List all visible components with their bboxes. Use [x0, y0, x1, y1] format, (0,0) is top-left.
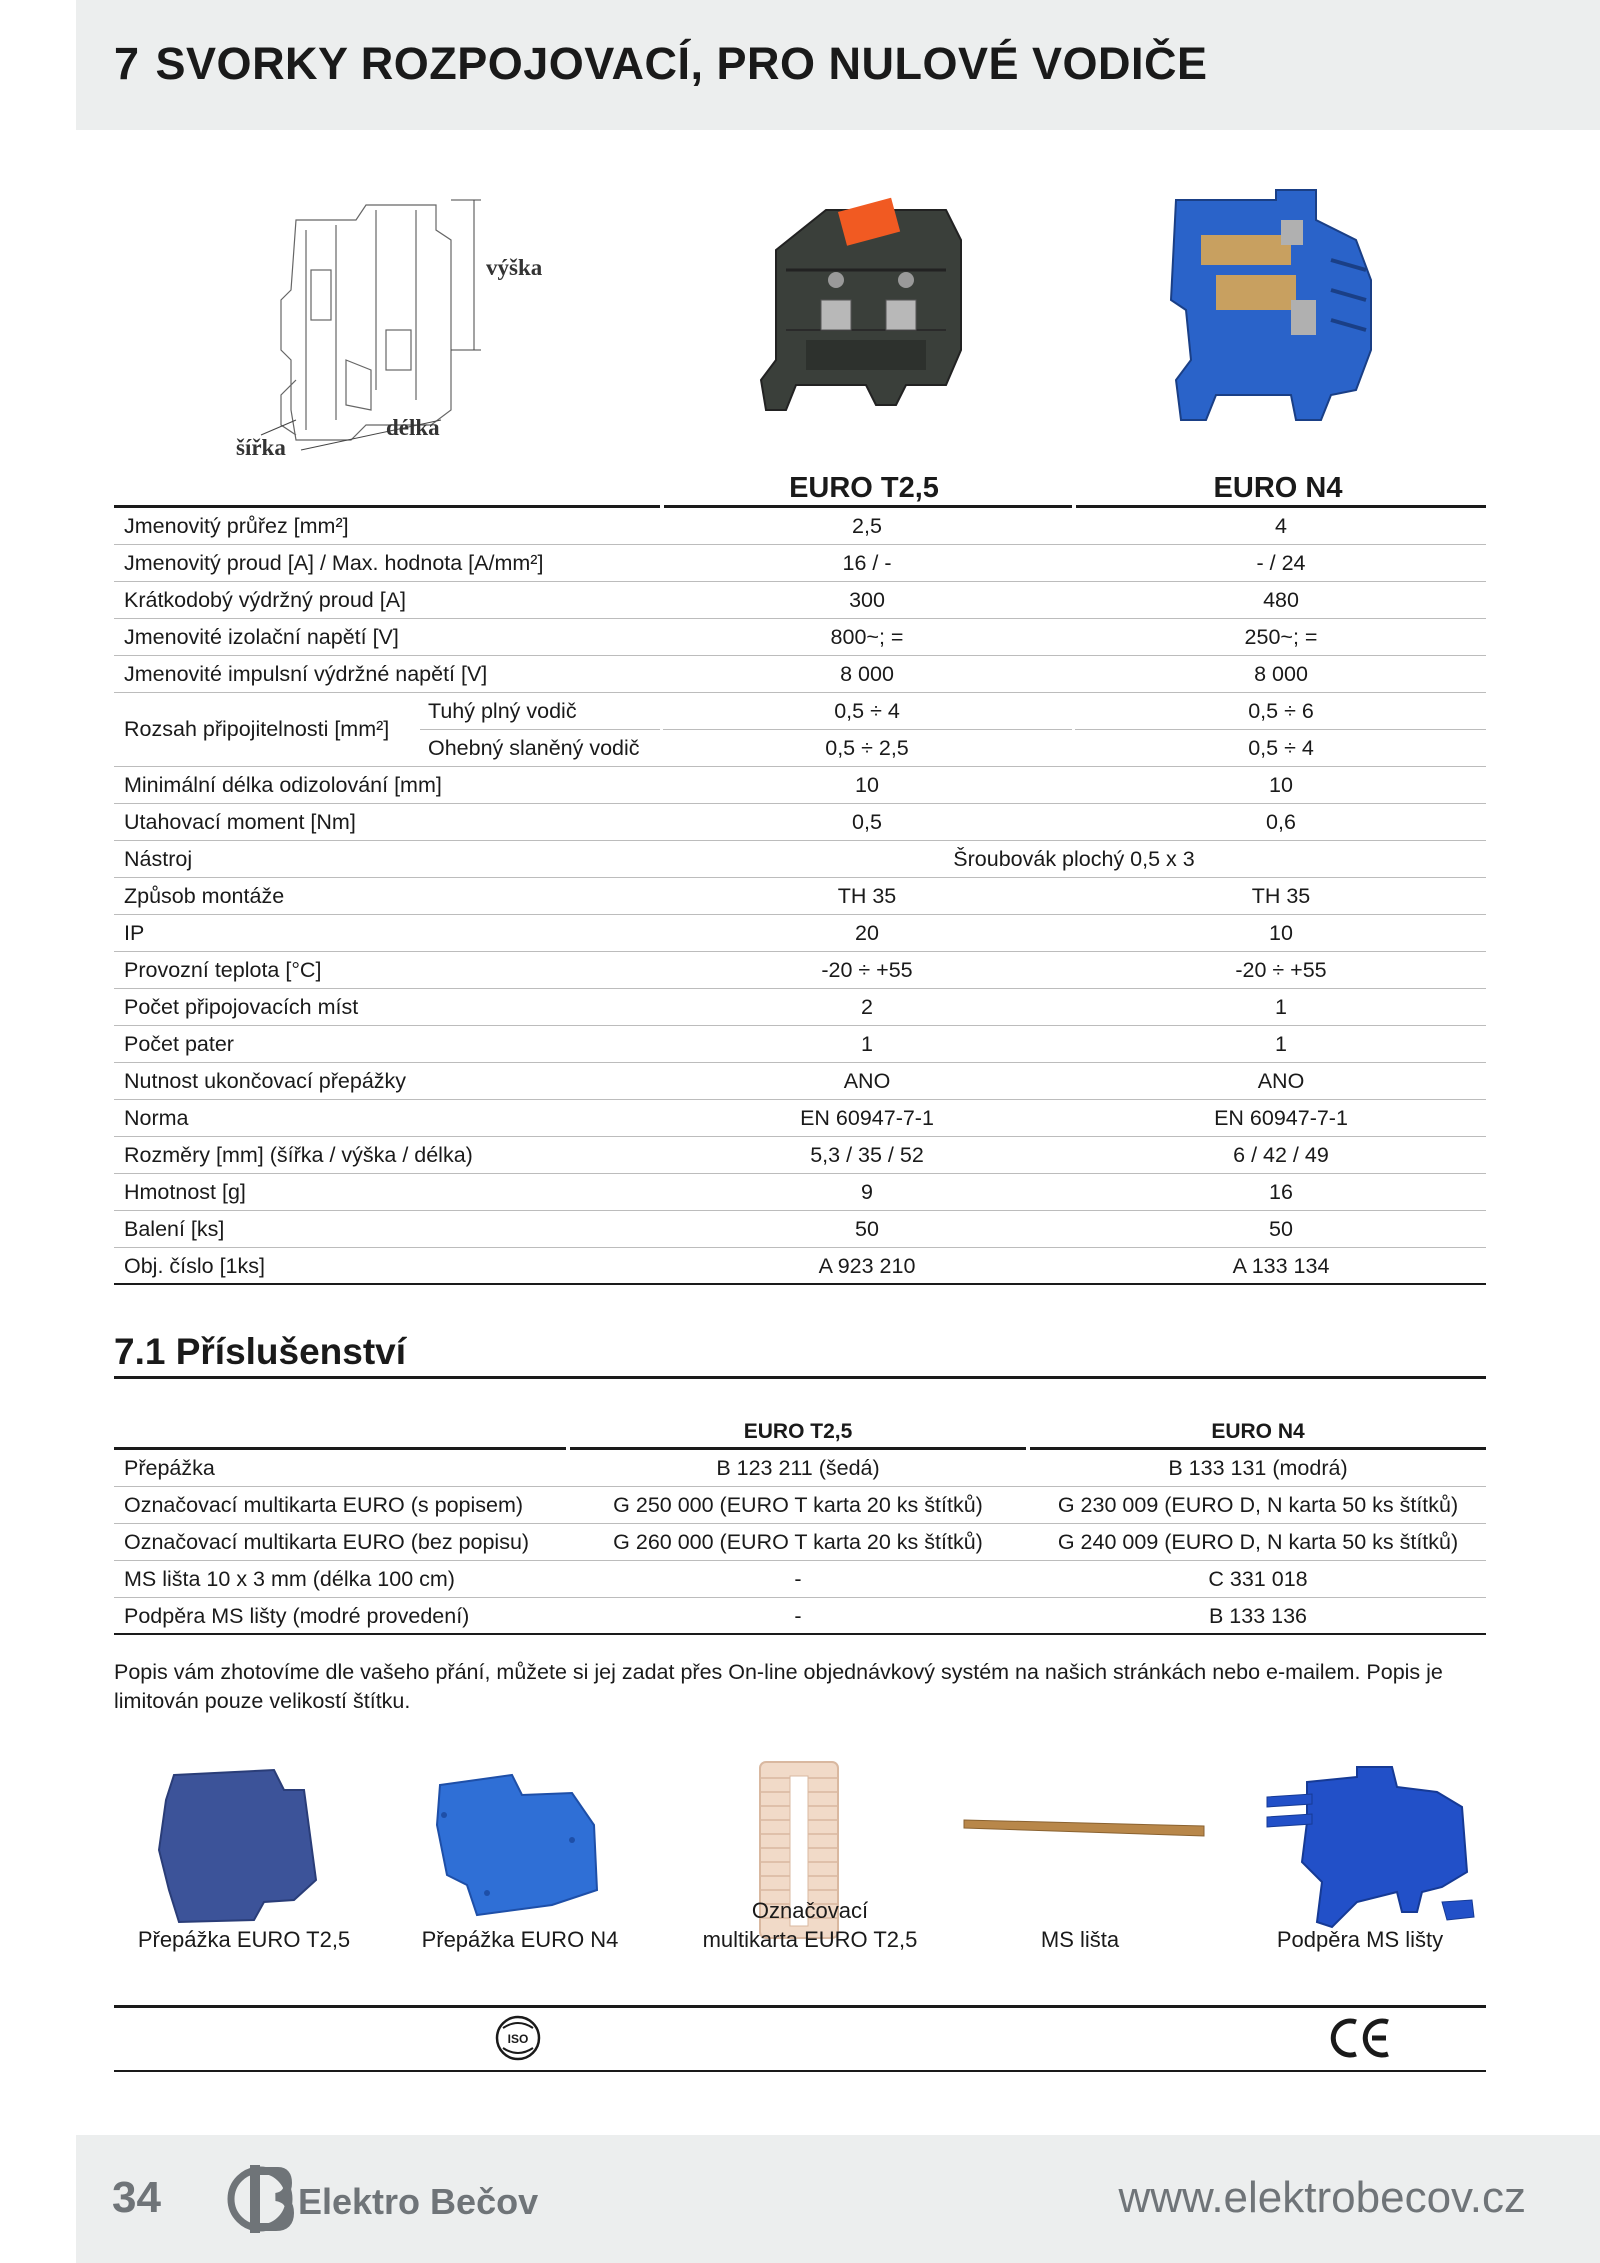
sub-row-values: [776, 730, 1486, 767]
value-n4: 8 000: [1254, 662, 1308, 686]
row-label: Nutnost ukončovací přepážky: [124, 1069, 407, 1093]
value-t25: 2,5: [852, 514, 882, 538]
caption-partition-n4: Přepážka EURO N4: [421, 1927, 619, 1952]
cert-rule-top: [114, 2005, 1486, 2008]
value-n4: 1: [1275, 995, 1287, 1019]
table-row: [114, 878, 1486, 915]
table-row: [114, 1248, 1486, 1285]
value-t25: 50: [855, 1217, 879, 1241]
row-label: Hmotnost [g]: [124, 1180, 246, 1204]
chapter-title: SVORKY ROZPOJOVACÍ, PRO NULOVÉ VODIČE: [155, 38, 1208, 89]
cert-rule-bottom: [114, 2070, 1486, 2072]
value-t25: 0,5: [852, 810, 882, 834]
website-link[interactable]: www.elektrobecov.cz: [1118, 2173, 1526, 2222]
page-title: [114, 38, 1208, 90]
table-row: [114, 989, 1486, 1026]
dimension-diagram: [236, 180, 656, 460]
table-row: [114, 508, 1486, 545]
value-t25: 20: [855, 921, 879, 945]
value-n4: 10: [1269, 921, 1293, 945]
table-row: [114, 1524, 1486, 1561]
column-euro-n4: EURO N4: [1213, 472, 1343, 504]
section-title: 7.1 Příslušenství: [114, 1331, 407, 1372]
table-row: [114, 1211, 1486, 1248]
value-t25: 0,5 ÷ 2,5: [825, 736, 909, 760]
value-t25: 2: [861, 995, 873, 1019]
ce-icon: [1328, 2016, 1394, 2060]
value-n4: 0,5 ÷ 4: [1248, 736, 1314, 760]
value-n4: 0,5 ÷ 6: [1248, 699, 1314, 723]
value-t25: -: [794, 1604, 802, 1628]
value-t25: -20 ÷ +55: [821, 958, 913, 982]
value-n4: G 230 009 (EURO D, N karta 50 ks štítků): [1057, 1493, 1459, 1517]
iso-icon-text: ISO: [507, 2032, 529, 2046]
value-n4: A 133 134: [1232, 1254, 1330, 1278]
table-row: [114, 1487, 1486, 1524]
sub-row-values: [776, 693, 1486, 730]
value-n4: 6 / 42 / 49: [1233, 1143, 1329, 1167]
group-label: Rozsah připojitelnosti [mm²]: [124, 717, 390, 741]
sub-row-label: Ohebný slaněný vodič: [428, 736, 640, 760]
row-label: Balení [ks]: [124, 1217, 225, 1241]
value-t25: ANO: [843, 1069, 891, 1093]
spec-table-header: [114, 470, 1486, 508]
sub-row-label: Tuhý plný vodič: [428, 699, 577, 723]
row-label: Jmenovitý průřez [mm²]: [124, 514, 349, 538]
brand-name: Elektro Bečov: [298, 2181, 539, 2222]
value-n4: 4: [1275, 514, 1287, 538]
table-row-group: [114, 693, 1486, 767]
chapter-number: 7: [114, 38, 140, 89]
row-label: Nástroj: [124, 847, 193, 871]
table-row: [114, 1063, 1486, 1100]
table-row: [114, 767, 1486, 804]
accessories-table-header: [114, 1418, 1486, 1450]
row-label: Přepážka: [124, 1456, 215, 1480]
caption-marking-card: [670, 1896, 950, 1954]
caption-line: Označovací: [751, 1898, 869, 1923]
product-photos: [76, 180, 1526, 470]
table-row: [114, 582, 1486, 619]
footer-band: [76, 2135, 1600, 2263]
row-label: MS lišta 10 x 3 mm (délka 100 cm): [124, 1567, 455, 1591]
row-label: Označovací multikarta EURO (bez popisu): [124, 1530, 530, 1554]
value-n4: 1: [1275, 1032, 1287, 1056]
table-row: [114, 619, 1486, 656]
value-n4: G 240 009 (EURO D, N karta 50 ks štítků): [1057, 1530, 1459, 1554]
row-label: IP: [124, 921, 145, 945]
value-n4: C 331 018: [1208, 1567, 1308, 1591]
value-t25: 8 000: [840, 662, 894, 686]
value-t25: 16 / -: [842, 551, 892, 575]
table-row: [114, 1174, 1486, 1211]
row-label: Označovací multikarta EURO (s popisem): [124, 1493, 524, 1517]
value-n4: 10: [1269, 773, 1293, 797]
value-t25: G 250 000 (EURO T karta 20 ks štítků): [613, 1493, 983, 1517]
row-label: Počet pater: [124, 1032, 234, 1056]
value-t25: A 923 210: [818, 1254, 916, 1278]
value-t25: 800~; =: [830, 625, 904, 649]
row-label: Krátkodobý výdržný proud [A]: [124, 588, 407, 612]
header-band: [76, 0, 1600, 130]
table-row: [114, 1137, 1486, 1174]
value-n4: ANO: [1257, 1069, 1305, 1093]
value-n4: 50: [1269, 1217, 1293, 1241]
value-t25: 5,3 / 35 / 52: [810, 1143, 924, 1167]
caption-ms-bar: MS lišta: [1040, 1927, 1120, 1952]
row-label: Jmenovité impulsní výdržné napětí [V]: [124, 662, 488, 686]
column-euro-n4: EURO N4: [1211, 1420, 1305, 1443]
value-t25: 300: [849, 588, 885, 612]
table-row: [114, 656, 1486, 693]
value-n4: -20 ÷ +55: [1235, 958, 1327, 982]
row-label: Rozměry [mm] (šířka / výška / délka): [124, 1143, 473, 1167]
value-t25: B 123 211 (šedá): [716, 1456, 880, 1480]
row-label: Obj. číslo [1ks]: [124, 1254, 265, 1278]
value-n4: - / 24: [1256, 551, 1306, 575]
caption-partition-t25: Přepážka EURO T2,5: [137, 1927, 351, 1952]
accessories-table: [114, 1418, 1486, 1635]
length-label: délka: [386, 415, 440, 440]
value-both: Šroubovák plochý 0,5 x 3: [953, 847, 1195, 871]
table-row: [114, 952, 1486, 989]
row-label: Jmenovité izolační napětí [V]: [124, 625, 399, 649]
table-row: [114, 1450, 1486, 1487]
row-label: Jmenovitý proud [A] / Max. hodnota [A/mm²]: [124, 551, 544, 575]
product-photo-euro-t25: [746, 190, 976, 430]
row-label: Podpěra MS lišty (modré provedení): [124, 1604, 470, 1628]
table-row: [114, 1598, 1486, 1635]
product-photo-euro-n4: [1156, 180, 1386, 430]
table-row: [114, 804, 1486, 841]
column-euro-t25: EURO T2,5: [789, 472, 939, 504]
value-t25: -: [794, 1567, 802, 1591]
row-label: Provozní teplota [°C]: [124, 958, 322, 982]
table-row: [114, 1561, 1486, 1598]
value-t25: TH 35: [837, 884, 897, 908]
table-row: [114, 915, 1486, 952]
row-label: Utahovací moment [Nm]: [124, 810, 356, 834]
value-t25: 9: [861, 1180, 873, 1204]
table-row: [114, 1100, 1486, 1137]
row-label: Minimální délka odizolování [mm]: [124, 773, 442, 797]
value-n4: 16: [1269, 1180, 1293, 1204]
value-n4: B 133 131 (modrá): [1168, 1456, 1348, 1480]
page-number: 34: [112, 2173, 161, 2222]
value-n4: 250~; =: [1244, 625, 1318, 649]
table-row: [114, 545, 1486, 582]
value-t25: G 260 000 (EURO T karta 20 ks štítků): [613, 1530, 983, 1554]
brand-logo-icon: [226, 2157, 298, 2241]
table-row: [114, 1026, 1486, 1063]
value-n4: TH 35: [1251, 884, 1311, 908]
section-rule: [114, 1376, 1486, 1379]
height-label: výška: [486, 255, 543, 280]
value-t25: 1: [861, 1032, 873, 1056]
value-n4: 0,6: [1266, 810, 1296, 834]
spec-table: [114, 470, 1486, 1285]
value-t25: 10: [855, 773, 879, 797]
width-label: šířka: [236, 435, 286, 460]
iso-icon: [494, 2014, 542, 2062]
partition-t25-photo: [154, 1760, 324, 1925]
row-label: Norma: [124, 1106, 189, 1130]
note-paragraph: Popis vám zhotovíme dle vašeho přání, můžete si jej zadat přes On-line objednávkový systém na našich stránkách nebo e-mailem. Popis je limitován pouze velikostí štítku.: [114, 1660, 1443, 1713]
caption-line: multikarta EURO T2,5: [702, 1927, 918, 1952]
table-row: [114, 841, 1486, 878]
column-euro-t25: EURO T2,5: [743, 1420, 853, 1443]
value-n4: 480: [1263, 588, 1299, 612]
row-label: Počet připojovacích míst: [124, 995, 359, 1019]
value-t25: 0,5 ÷ 4: [834, 699, 900, 723]
value-n4: EN 60947-7-1: [1214, 1106, 1348, 1130]
row-label: Způsob montáže: [124, 884, 285, 908]
value-n4: B 133 136: [1208, 1604, 1308, 1628]
caption-ms-bar-support: Podpěra MS lišty: [1276, 1927, 1444, 1952]
value-t25: EN 60947-7-1: [800, 1106, 934, 1130]
